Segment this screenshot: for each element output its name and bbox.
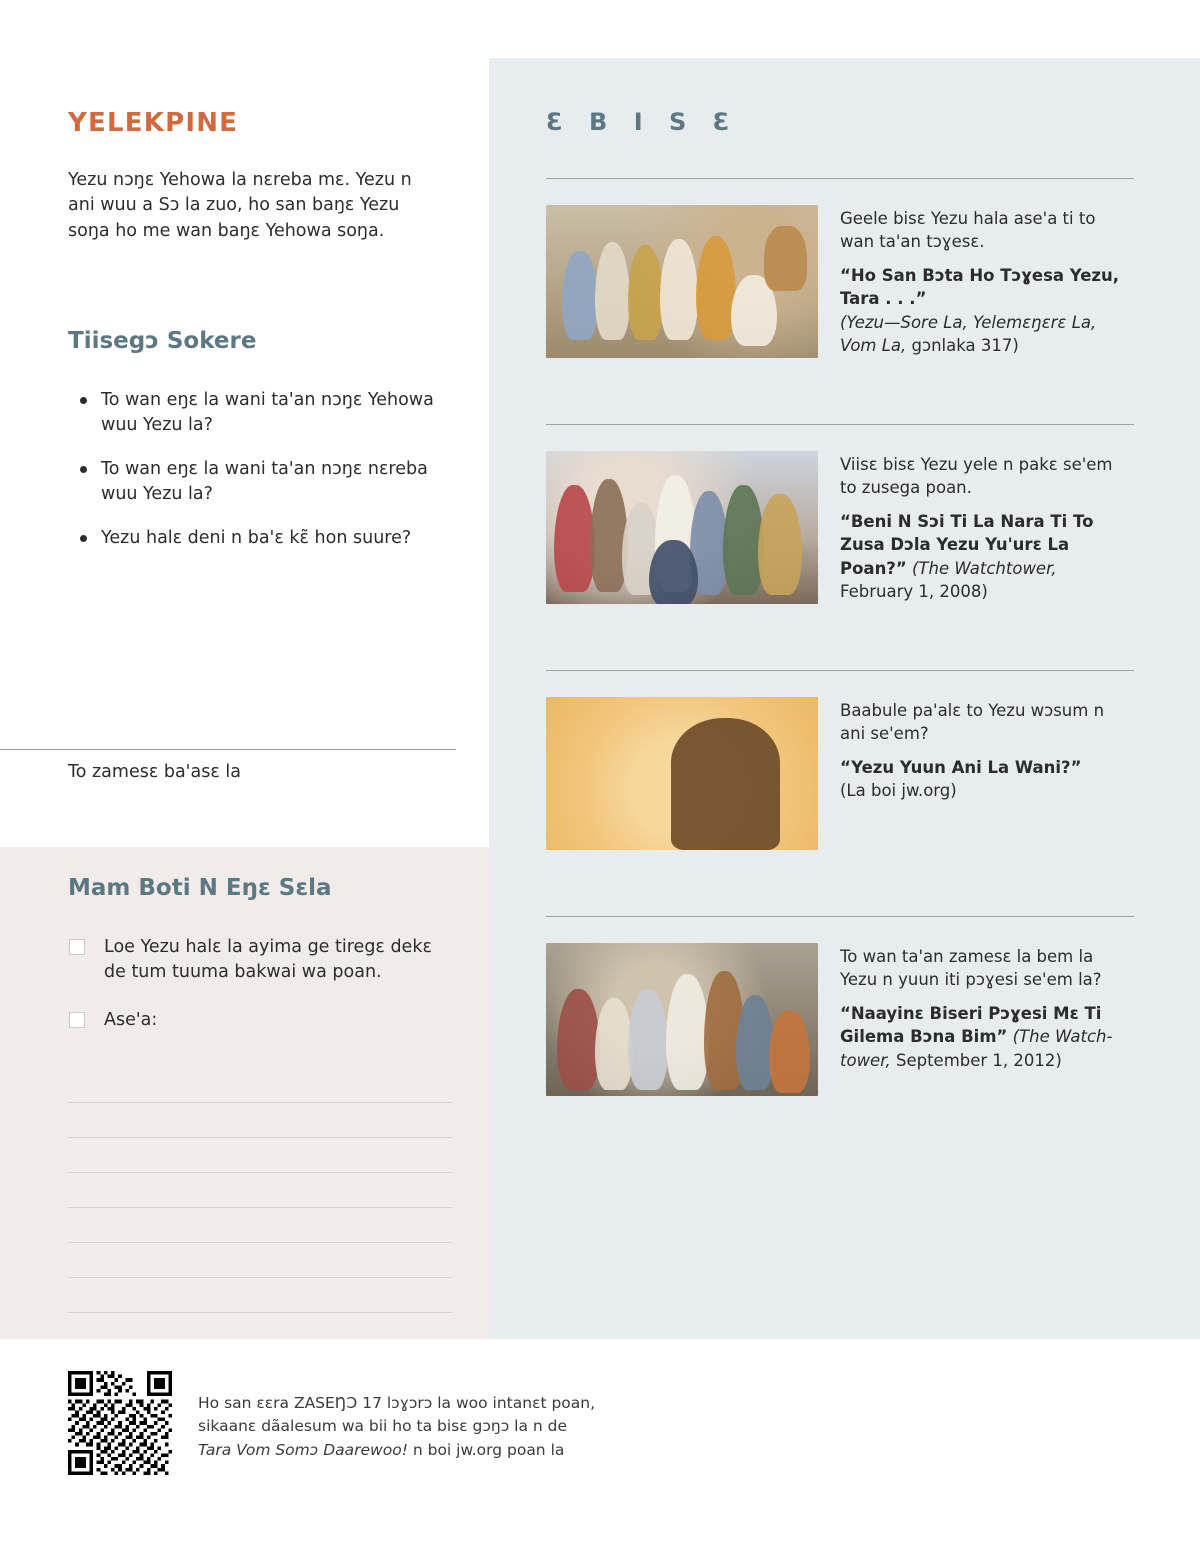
entry-title: “Beni N Sɔi Ti La Nara Ti To Zusa Dɔla Yezu Yu'urɛ La Poan?” xyxy=(840,511,1094,578)
entry-reference xyxy=(840,510,1134,604)
checkbox-goal-2[interactable] xyxy=(69,1012,85,1028)
writing-line xyxy=(68,1172,452,1173)
entry-source-rest: September 1, 2012) xyxy=(890,1050,1062,1070)
artwork-disciples-gathering[interactable] xyxy=(546,451,818,604)
divider xyxy=(546,178,1134,179)
writing-line xyxy=(68,1207,452,1208)
resource-entry xyxy=(546,670,1134,850)
entry-title: “Ho San Bɔta Ho Tɔɣesa Yezu, Tara . . .” xyxy=(840,265,1120,309)
checkbox-goal-1[interactable] xyxy=(69,939,85,955)
resource-entry xyxy=(546,424,1134,604)
entry-source-italic: (The Watch-tower, xyxy=(840,1027,1113,1070)
divider xyxy=(546,424,1134,425)
goal-label-1: Loe Yezu halɛ la ayima ge tiregɛ dekɛ de tum tuuma bakwai wa poan. xyxy=(104,937,432,983)
writing-line xyxy=(68,1102,452,1103)
entry-source-rest: (La boi jw.org) xyxy=(840,781,957,801)
footer-publication-title: Tara Vom Somɔ Daarewoo! xyxy=(198,1440,408,1459)
study-note-label: To zamesɛ ba'asɛ la xyxy=(68,762,241,782)
list-item: Yezu halɛ deni n ba'ɛ kɛ̃ hon suure? xyxy=(68,526,438,551)
divider xyxy=(546,916,1134,917)
section-title-watch: Ɛ B I S Ɛ xyxy=(546,108,739,136)
entry-source-italic: (Yezu—Sore La, Yelemɛŋɛrɛ La, Vom La, xyxy=(840,312,1097,356)
writing-line xyxy=(68,1277,452,1278)
entry-source-rest: February 1, 2008) xyxy=(840,582,988,602)
writing-line xyxy=(68,1137,452,1138)
entry-question: Baabule pa'alɛ to Yezu wɔsum n ani se'em? xyxy=(840,701,1105,744)
silhouette-figure xyxy=(671,718,780,850)
section-title-summary: YELEKPINE xyxy=(68,108,239,138)
divider xyxy=(546,670,1134,671)
footer-line-1: Ho san ɛɛra ZASEŊƆ 17 lɔɣɔrɔ la woo intanɛt poan, xyxy=(198,1394,596,1412)
entry-reference xyxy=(840,264,1134,358)
entry-question: Viisɛ bisɛ Yezu yele n pakɛ se'em to zusega poan. xyxy=(840,455,1113,498)
entry-question: Geele bisɛ Yezu hala ase'a ti to wan ta'an tɔɣesɛ. xyxy=(840,209,1096,252)
left-column xyxy=(0,0,489,1339)
list-item[interactable] xyxy=(68,935,448,986)
artwork-jesus-with-children[interactable] xyxy=(546,943,818,1096)
entry-question: To wan ta'an zamesɛ la bem la Yezu n yuun iti pɔɣesi se'em la? xyxy=(840,947,1102,990)
list-item[interactable] xyxy=(68,1008,448,1033)
entry-source-rest: gɔnlaka 317) xyxy=(906,336,1019,356)
intro-paragraph: Yezu nɔŋɛ Yehowa la nɛreba mɛ. Yezu n ani wuu a Sɔ la zuo, ho san baŋɛ Yezu soŋa ho me wan baŋɛ Yehowa soŋa. xyxy=(68,170,412,241)
divider xyxy=(0,749,456,750)
resource-entry xyxy=(546,916,1134,1096)
writing-lines xyxy=(68,1102,452,1347)
resource-entry-list xyxy=(546,178,1134,1096)
entry-title: “Yezu Yuun Ani La Wani?” xyxy=(840,757,1082,777)
entry-reference xyxy=(840,756,1134,803)
resource-entry xyxy=(546,178,1134,358)
list-item: To wan eŋɛ la wani ta'an nɔŋɛ Yehowa wuu Yezu la? xyxy=(68,388,438,439)
section-title-goals: Mam Boti N Eŋɛ Sɛla xyxy=(68,875,332,901)
entry-title: “Naayinɛ Biseri Pɔɣesi Mɛ Ti Gilema Bɔna Bim” xyxy=(840,1003,1102,1047)
writing-line xyxy=(68,1312,452,1313)
goal-checklist xyxy=(68,935,448,1055)
writing-line xyxy=(68,1242,452,1243)
artwork-jesus-silhouette[interactable] xyxy=(546,697,818,850)
goal-label-2: Ase'a: xyxy=(104,1009,158,1030)
list-item: To wan eŋɛ la wani ta'an nɔŋɛ nɛreba wuu Yezu la? xyxy=(68,457,438,508)
footer-note xyxy=(198,1392,858,1462)
artwork-apostles-crowd[interactable] xyxy=(546,205,818,358)
section-title-questions: Tiisegɔ Sokere xyxy=(68,328,257,354)
entry-source-italic: (The Watchtower, xyxy=(911,558,1057,578)
footer-line-3-rest: n boi jw.org poan la xyxy=(407,1440,565,1459)
qr-code[interactable] xyxy=(68,1371,172,1475)
footer-line-2: sikaanɛ dãalesum wa bii ho ta bisɛ gɔŋɔ la n de xyxy=(198,1417,568,1436)
entry-reference xyxy=(840,1002,1134,1072)
question-list xyxy=(68,388,438,569)
